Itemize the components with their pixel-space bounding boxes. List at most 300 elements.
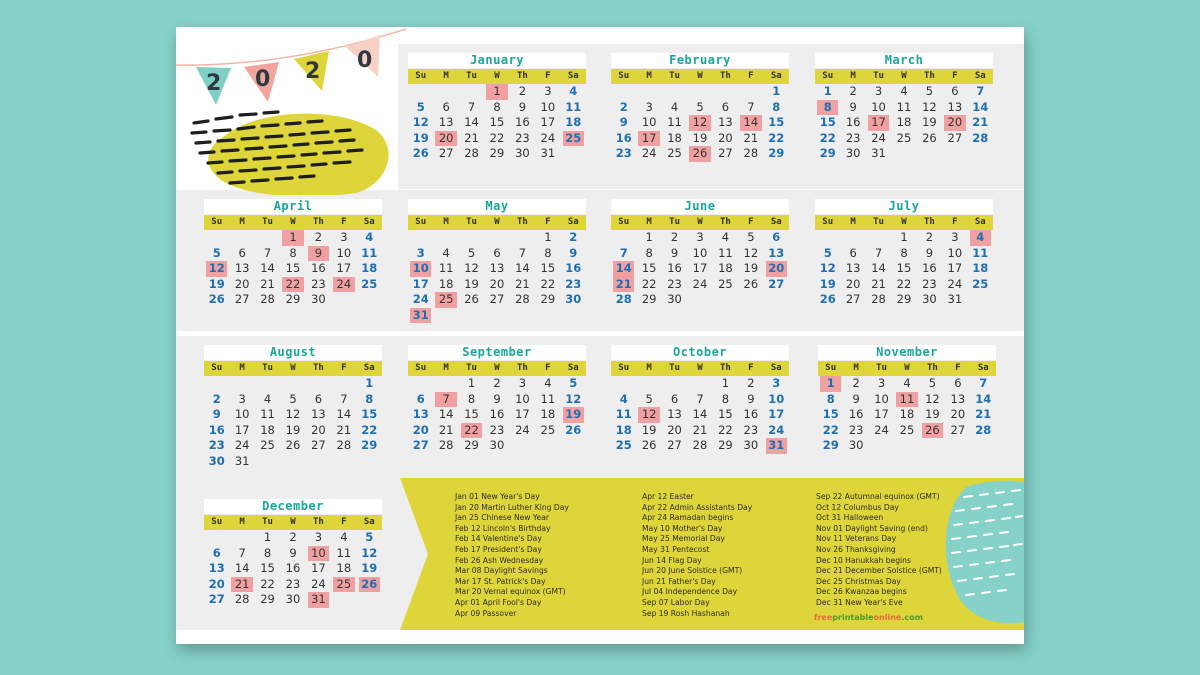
weekday-header: Th [517,217,528,227]
weekday-header: F [748,217,754,227]
holiday-date: 11 [896,392,917,408]
empty-cell [611,84,636,100]
date-cell: 28 [234,592,250,606]
date-cell: 22 [822,422,839,437]
date-cell: 4 [900,84,908,98]
date-cell: 19 [819,276,836,291]
empty-cell [713,84,738,100]
date-cell: 3 [772,376,781,390]
weekday-header: Tu [262,517,273,527]
weekday-header: W [901,71,907,81]
date-cell: 19 [925,407,940,421]
date-cell: 19 [361,561,378,575]
empty-cell [840,230,865,246]
date-cell: 1 [467,376,476,390]
date-cell: 1 [263,530,272,544]
date-cell: 19 [208,276,225,291]
date-cell: 16 [489,407,505,421]
holiday-item: Jul 04 Independence Day [642,587,738,597]
weekday-header: Th [517,363,528,373]
days-grid [815,84,993,162]
date-cell: 6 [721,99,730,114]
empty-cell [255,230,280,246]
date-cell: 8 [493,99,501,114]
date-cell: 10 [540,99,556,114]
date-cell: 1 [544,230,552,244]
holiday-date: 21 [231,577,252,593]
holiday-item: Apr 12 Easter [642,492,694,501]
date-cell: 23 [848,422,864,437]
holiday-date: 17 [868,115,889,131]
weekday-header: W [494,363,500,373]
date-cell: 10 [515,391,530,406]
month-august [204,345,382,469]
date-cell: 4 [544,376,552,390]
date-cell: 24 [768,422,785,437]
date-cell: 17 [540,115,556,129]
weekday-header: M [646,217,652,227]
date-cell: 7 [874,245,883,260]
date-cell: 8 [645,245,653,260]
date-cell: 11 [336,545,352,560]
date-cell: 13 [845,261,861,275]
year-digit-1: 2 [206,71,222,96]
date-cell: 23 [743,422,759,437]
date-cell: 20 [234,276,250,291]
date-cell: 3 [696,230,704,244]
holiday-item: Sep 19 Rosh Hashanah [642,608,730,618]
brush-blob-decoration [186,105,396,195]
date-cell: 10 [874,391,889,406]
date-cell: 11 [540,391,556,406]
date-cell: 17 [515,407,530,421]
empty-cell [687,376,712,392]
empty-cell [484,230,509,246]
date-cell: 15 [464,407,479,421]
weekday-header: Th [517,71,528,81]
weekday-header: Su [211,363,223,373]
days-grid [611,230,789,308]
date-cell: 18 [615,422,632,437]
date-cell: 22 [361,422,378,437]
date-cell: 5 [467,245,476,260]
weekday-header: F [952,71,958,81]
date-cell: 22 [540,276,556,291]
weekday-header: W [494,217,500,227]
website-credit[interactable] [814,613,923,622]
days-grid [818,376,996,454]
date-cell: 7 [518,245,527,260]
holiday-date: 20 [435,131,456,147]
date-cell: 11 [260,407,275,421]
date-cell: 9 [852,391,860,406]
month-title: November [818,345,996,360]
holiday-item: Feb 26 Ash Wednesday [455,555,544,565]
date-cell: 26 [819,292,836,306]
weekday-header: Th [720,71,731,81]
date-cell: 21 [515,276,530,291]
days-grid [408,230,586,323]
date-cell: 26 [412,146,429,160]
days-grid [408,84,586,162]
date-cell: 16 [285,561,301,575]
empty-cell [636,84,661,100]
weekday-header: F [341,363,347,373]
holiday-item: Oct 31 Halloween [816,513,884,523]
date-cell: 13 [234,261,250,275]
date-cell: 15 [819,115,836,129]
weekday-header: Sa [363,363,375,373]
date-cell: 16 [845,115,861,129]
date-cell: 7 [979,376,988,390]
date-cell: 15 [285,261,301,275]
date-cell: 16 [922,261,937,275]
weekday-header: Th [924,217,935,227]
date-cell: 30 [285,592,301,606]
holiday-date: 14 [613,261,634,277]
date-cell: 14 [515,261,530,275]
date-cell: 29 [540,292,556,306]
date-cell: 29 [822,438,839,452]
empty-cell [408,376,433,392]
holiday-date: 21 [613,277,634,293]
weekday-header: Sa [770,71,782,81]
date-cell: 4 [670,99,679,114]
holiday-item: Mar 17 St. Patrick's Day [455,576,546,586]
weekday-header: Su [211,217,223,227]
holiday-date: 20 [944,115,965,131]
holiday-date: 20 [766,261,787,277]
empty-cell [229,376,254,392]
weekday-header: W [901,217,907,227]
date-cell: 25 [615,438,632,452]
weekday-header: F [341,217,347,227]
weekday-header: W [697,71,703,81]
month-title: October [611,345,789,360]
holiday-item: Jun 21 Father's Day [642,576,716,586]
date-cell: 24 [234,438,250,452]
date-cell: 26 [641,438,657,452]
date-cell: 30 [848,438,864,452]
date-cell: 15 [641,261,657,275]
date-cell: 14 [336,407,352,421]
month-title: May [408,199,586,214]
holiday-date: 14 [740,115,761,131]
date-cell: 19 [464,276,479,291]
date-cell: 25 [667,146,682,160]
date-cell: 12 [412,115,429,129]
date-cell: 10 [871,99,886,114]
date-cell: 28 [972,130,989,145]
weekday-header-row [204,215,382,230]
month-title: April [204,199,382,214]
weekday-header: W [290,517,296,527]
date-cell: 7 [976,84,985,98]
date-cell: 5 [645,391,653,406]
date-cell: 20 [718,130,733,145]
date-cell: 10 [234,407,250,421]
weekday-header: Th [720,217,731,227]
weekday-header: M [850,71,856,81]
weekday-header: Sa [363,517,375,527]
date-cell: 22 [718,422,733,437]
date-cell: 8 [467,391,476,406]
date-cell: 23 [845,130,861,145]
date-cell: 13 [768,245,785,260]
weekday-header: Sa [974,217,986,227]
holiday-item: Nov 11 Veterans Day [816,534,897,544]
month-april [204,199,382,308]
date-cell: 7 [263,245,272,260]
date-cell: 16 [311,261,326,275]
date-cell: 24 [311,576,326,591]
date-cell: 23 [615,146,632,160]
weekday-header: M [850,217,856,227]
holiday-item: Jan 20 Martin Luther King Day [455,502,569,512]
holiday-item: May 25 Memorial Day [642,534,725,544]
weekday-header-row [408,69,586,84]
date-cell: 14 [464,115,479,129]
date-cell: 24 [641,146,657,160]
weekday-header: M [239,217,245,227]
weekday-header-row [611,69,789,84]
year-digit-4: 0 [357,48,373,73]
weekday-header: Su [825,363,837,373]
date-cell: 24 [412,292,429,306]
holiday-item: Dec 25 Christmas Day [816,576,901,586]
month-february [611,53,789,162]
date-cell: 3 [238,391,246,406]
date-cell: 3 [340,230,348,244]
date-cell: 22 [489,130,505,145]
date-cell: 13 [489,261,505,275]
weekday-header: Tu [873,71,884,81]
date-cell: 20 [667,422,682,437]
date-cell: 7 [619,245,628,260]
date-cell: 9 [619,115,628,129]
date-cell: 19 [922,115,937,129]
date-cell: 28 [464,146,479,160]
date-cell: 21 [438,422,454,437]
date-cell: 16 [743,407,759,421]
date-cell: 2 [289,530,297,544]
date-cell: 30 [311,292,326,306]
days-grid [815,230,993,308]
date-cell: 29 [718,438,733,452]
date-cell: 29 [464,438,479,452]
holiday-date: 1 [282,230,303,246]
holiday-item: Nov 01 Daylight Saving (end) [816,523,928,533]
date-cell: 26 [565,422,582,437]
holiday-date: 22 [461,423,482,439]
date-cell: 9 [289,545,297,560]
date-cell: 18 [667,130,682,145]
date-cell: 25 [718,276,733,291]
date-cell: 21 [336,422,352,437]
days-grid [204,230,382,308]
holiday-date: 25 [333,577,354,593]
date-cell: 4 [569,84,578,98]
date-cell: 2 [518,84,527,98]
date-cell: 2 [493,376,501,390]
weekday-header: Su [822,71,834,81]
date-cell: 26 [285,438,301,452]
corner-brush-decoration [936,477,1024,627]
date-cell: 17 [234,422,250,437]
empty-cell [611,230,636,246]
weekday-header: Sa [567,217,579,227]
date-cell: 20 [311,422,326,437]
weekday-header: F [748,71,754,81]
weekday-header: Tu [876,363,887,373]
date-cell: 28 [743,146,759,160]
holiday-date: 31 [308,592,329,608]
empty-cell [408,84,433,100]
date-cell: 21 [260,276,275,291]
weekday-header: Tu [262,363,273,373]
date-cell: 14 [975,391,992,406]
date-cell: 10 [692,245,708,260]
empty-cell [459,84,484,100]
date-cell: 17 [412,276,429,291]
date-cell: 27 [311,438,326,452]
weekday-header: F [545,71,551,81]
holiday-date: 26 [689,146,710,162]
date-cell: 21 [871,276,886,291]
month-october [611,345,789,454]
weekday-header: Su [415,71,427,81]
date-cell: 4 [721,230,730,244]
date-cell: 26 [922,130,937,145]
empty-cell [204,230,229,246]
weekday-header: Tu [873,217,884,227]
date-cell: 4 [365,230,374,244]
date-cell: 16 [667,261,682,275]
date-cell: 26 [208,292,225,306]
weekday-header: M [443,71,449,81]
holiday-item: Mar 20 Vernal equinox (GMT) [455,587,566,597]
date-cell: 27 [489,292,505,306]
date-cell: 6 [493,245,501,260]
date-cell: 24 [515,422,530,437]
month-december [204,499,382,608]
empty-cell [433,376,458,392]
date-cell: 3 [877,376,886,390]
date-cell: 7 [238,545,246,560]
date-cell: 14 [260,261,275,275]
date-cell: 12 [361,545,378,560]
holiday-item: Dec 26 Kwanzaa begins [816,587,907,597]
date-cell: 5 [747,230,755,244]
date-cell: 13 [412,407,429,421]
date-cell: 7 [696,391,704,406]
holiday-date: 25 [435,292,456,308]
date-cell: 28 [871,292,886,306]
date-cell: 3 [544,84,552,98]
date-cell: 4 [442,245,450,260]
date-cell: 23 [311,276,326,291]
weekday-header-row [818,361,996,376]
date-cell: 10 [336,245,352,260]
date-cell: 21 [743,130,759,145]
date-cell: 27 [947,130,963,145]
holiday-item: Oct 12 Columbus Day [816,502,899,512]
date-cell: 17 [947,261,963,275]
date-cell: 24 [871,130,886,145]
weekday-header: F [341,517,347,527]
date-cell: 28 [260,292,275,306]
days-grid [204,376,382,469]
date-cell: 13 [438,115,454,129]
month-title: December [204,499,382,514]
date-cell: 17 [692,261,708,275]
date-cell: 21 [972,115,989,129]
weekday-header: Tu [262,217,273,227]
month-title: March [815,53,993,68]
month-title: July [815,199,993,214]
date-cell: 30 [845,146,861,160]
weekday-header-row [611,361,789,376]
date-cell: 27 [208,592,225,606]
weekday-header: Th [720,363,731,373]
holiday-date: 19 [563,407,584,423]
holiday-item: Dec 31 New Year's Eve [816,597,903,607]
empty-cell [306,376,331,392]
weekday-header-row [815,69,993,84]
date-cell: 28 [438,438,454,452]
holiday-column-2 [642,492,752,619]
weekday-header: M [443,217,449,227]
holiday-item: Apr 24 Ramadan begins [642,513,734,523]
month-september [408,345,586,454]
date-cell: 6 [442,99,450,114]
date-cell: 6 [772,230,781,244]
date-cell: 5 [569,376,578,390]
weekday-header: Sa [567,363,579,373]
date-cell: 24 [540,130,556,145]
date-cell: 9 [493,391,501,406]
date-cell: 2 [569,230,578,244]
holiday-date: 26 [922,423,943,439]
date-cell: 15 [540,261,556,275]
date-cell: 25 [260,438,275,452]
weekday-header: Sa [363,217,375,227]
date-cell: 15 [718,407,733,421]
date-cell: 6 [951,84,959,98]
month-title: February [611,53,789,68]
date-cell: 3 [314,530,323,544]
date-cell: 6 [212,545,221,560]
weekday-header: Tu [466,217,477,227]
date-cell: 3 [416,245,425,260]
date-cell: 2 [925,230,934,244]
holiday-date: 10 [410,261,431,277]
weekday-header: Su [618,217,630,227]
year-digit-2: 0 [255,67,271,92]
empty-cell [433,84,458,100]
date-cell: 8 [289,245,297,260]
date-cell: 25 [361,276,378,291]
date-cell: 11 [615,407,632,421]
weekday-header: Th [313,217,324,227]
date-cell: 28 [975,422,992,437]
empty-cell [662,376,687,392]
date-cell: 4 [263,391,272,406]
date-cell: 30 [667,292,682,306]
date-cell: 2 [849,84,857,98]
month-may [408,199,586,323]
date-cell: 14 [692,407,708,421]
